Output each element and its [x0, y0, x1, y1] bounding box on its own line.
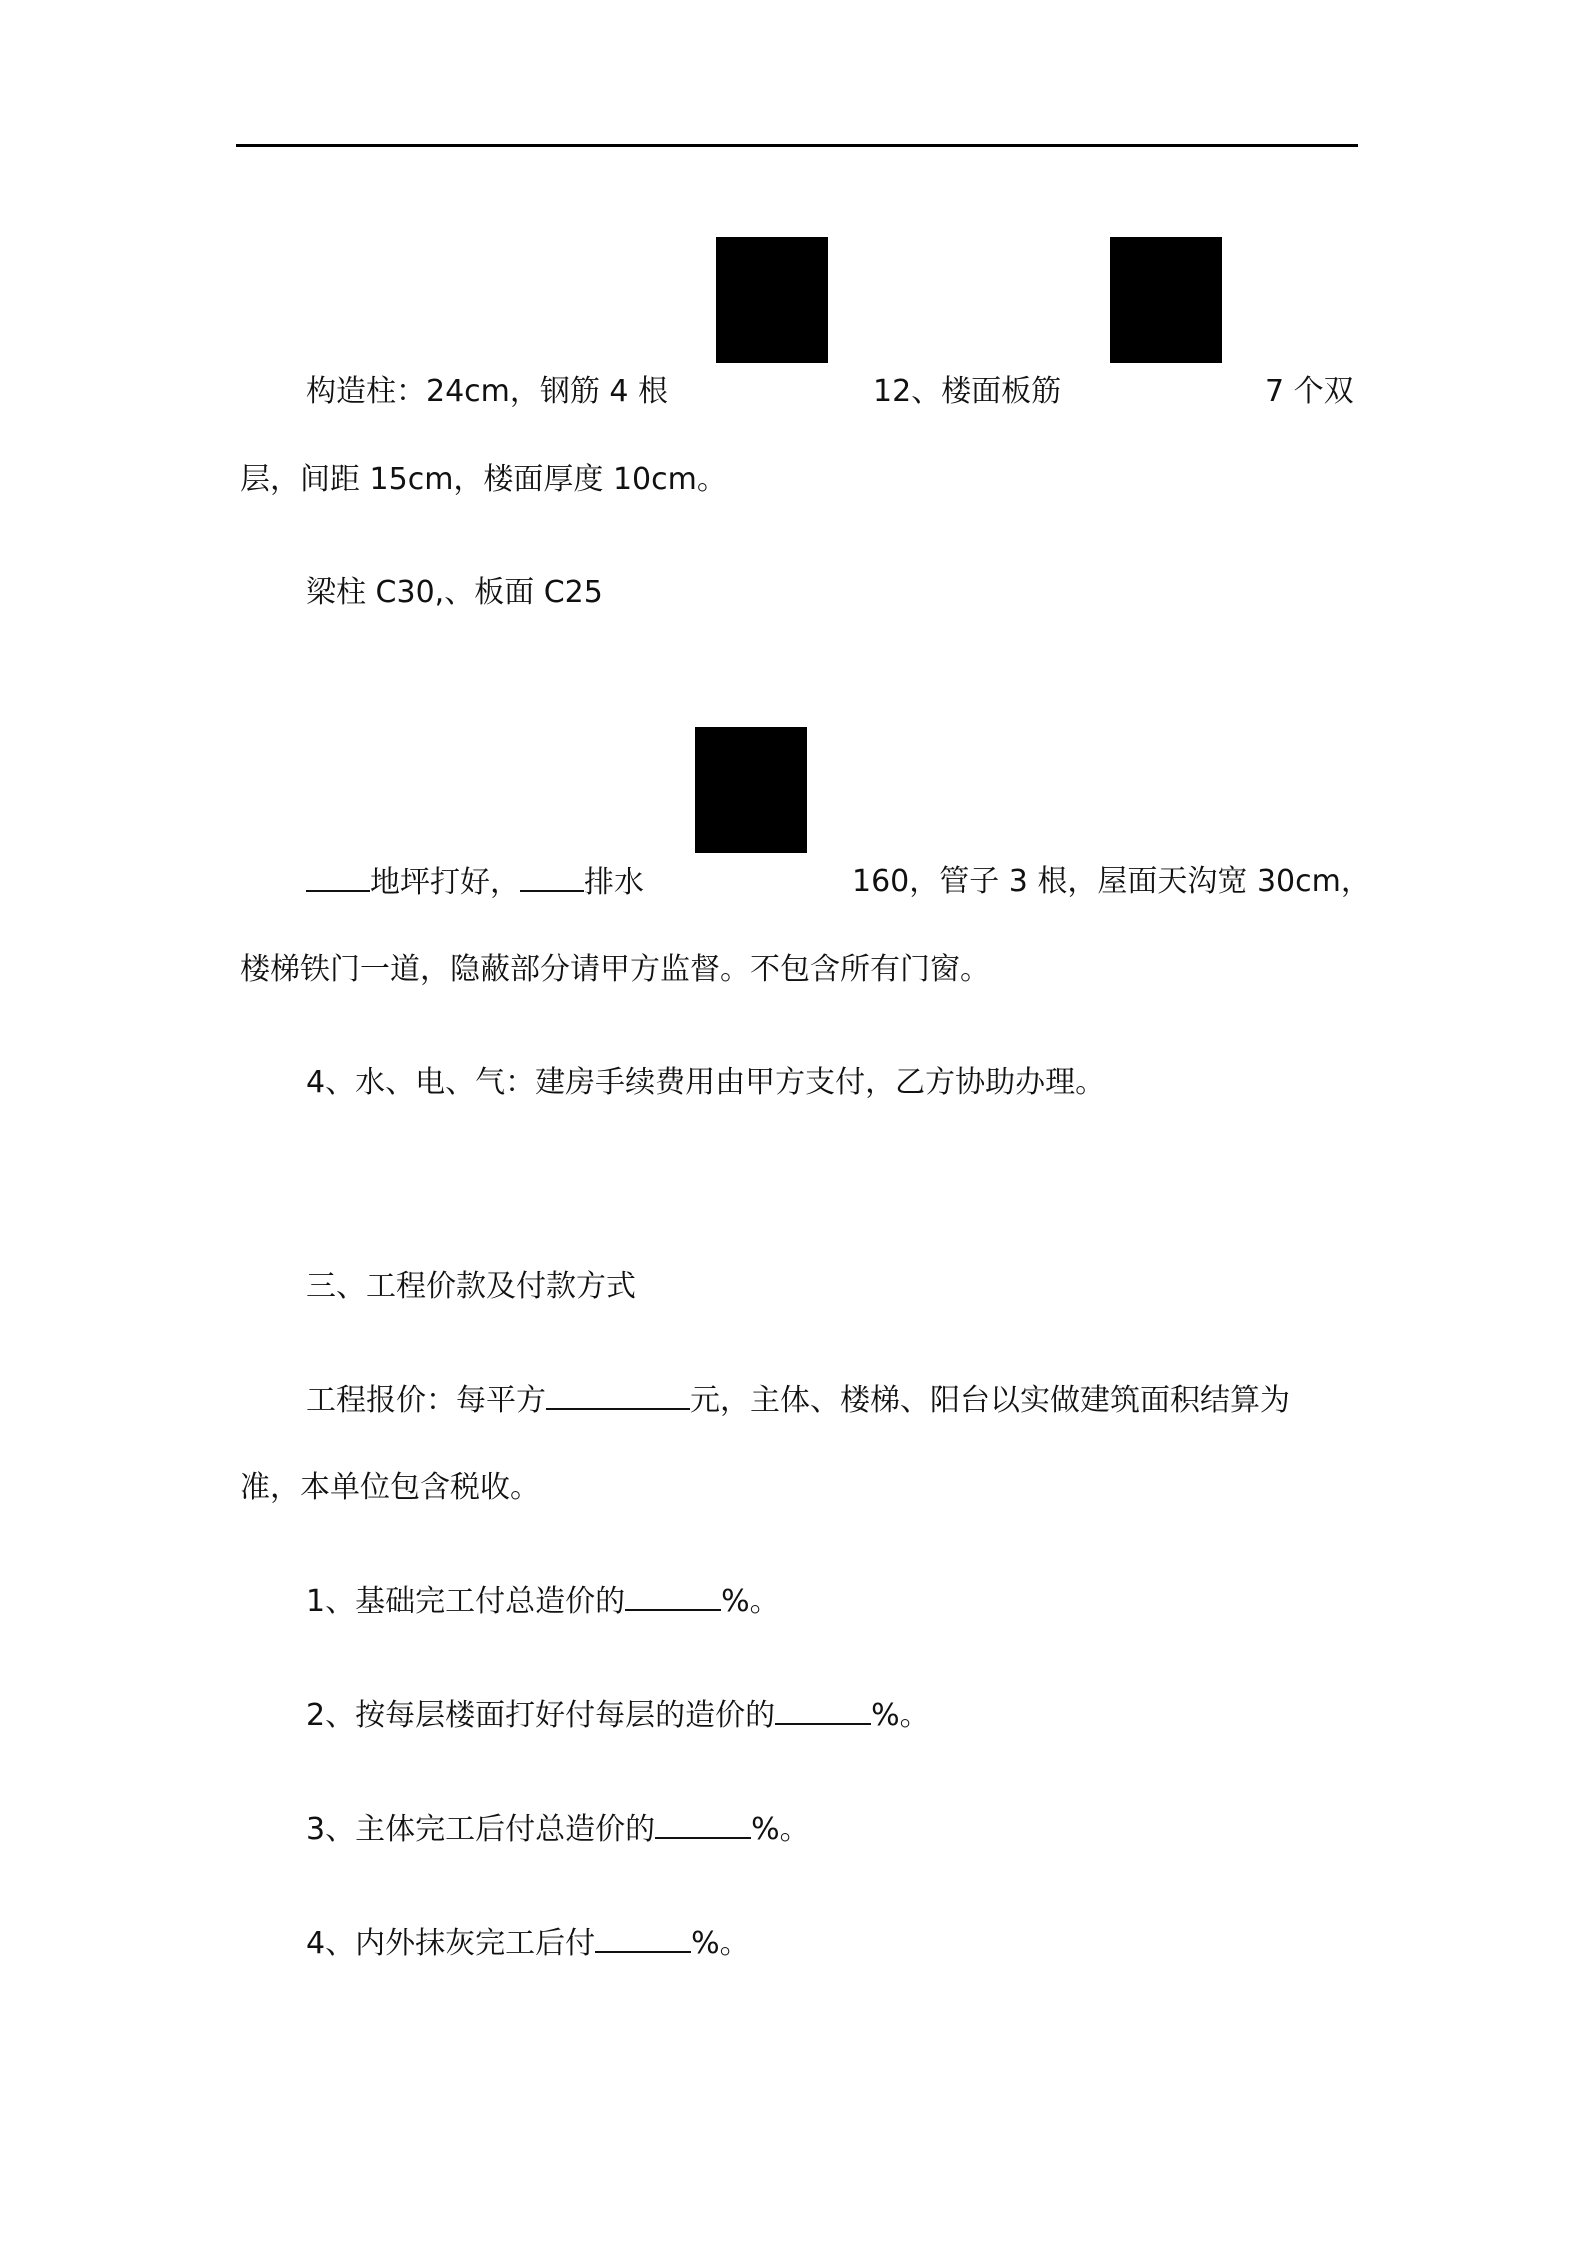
header-rule: [236, 144, 1358, 147]
text-line-1c: 7 个双: [1265, 374, 1354, 409]
text-line-6: 4、水、电、气：建房手续费用由甲方支付，乙方协助办理。: [306, 1065, 1106, 1100]
text-line-7: 工程报价：每平方 元，主体、楼梯、阳台以实做建筑面积结算为: [306, 1380, 1290, 1421]
redaction-block-2: [1110, 237, 1222, 363]
payment-item-3: 3、主体完工后付总造价的 %。: [306, 1809, 810, 1850]
blank-field: [546, 1380, 690, 1410]
payment-item-2: 2、按每层楼面打好付每层的造价的 %。: [306, 1695, 930, 1736]
text-line-8: 准，本单位包含税收。: [240, 1470, 540, 1505]
blank-field: [306, 862, 370, 892]
text-line-4c: 160，管子 3 根，屋面天沟宽 30cm，: [852, 864, 1371, 899]
text-line-1b: 12、楼面板筋: [873, 374, 1062, 409]
blank-field: [775, 1695, 871, 1725]
payment-item-4: 4、内外抹灰完工后付 %。: [306, 1923, 750, 1964]
blank-field: [595, 1923, 691, 1953]
text-line-1a: 构造柱：24cm，钢筋 4 根: [306, 374, 669, 409]
blank-field: [655, 1809, 751, 1839]
text-line-5: 楼梯铁门一道，隐蔽部分请甲方监督。不包含所有门窗。: [240, 952, 990, 987]
section-heading: 三、工程价款及付款方式: [306, 1269, 636, 1304]
blank-field: [625, 1581, 721, 1611]
redaction-block-3: [695, 727, 807, 853]
text-line-2: 层，间距 15cm，楼面厚度 10cm。: [240, 462, 727, 497]
redaction-block-1: [716, 237, 828, 363]
text-line-4a: 地坪打好， 排水: [306, 862, 644, 903]
payment-item-1: 1、基础完工付总造价的 %。: [306, 1581, 780, 1622]
blank-field: [520, 862, 584, 892]
text-line-3: 梁柱 C30,、板面 C25: [306, 575, 603, 610]
